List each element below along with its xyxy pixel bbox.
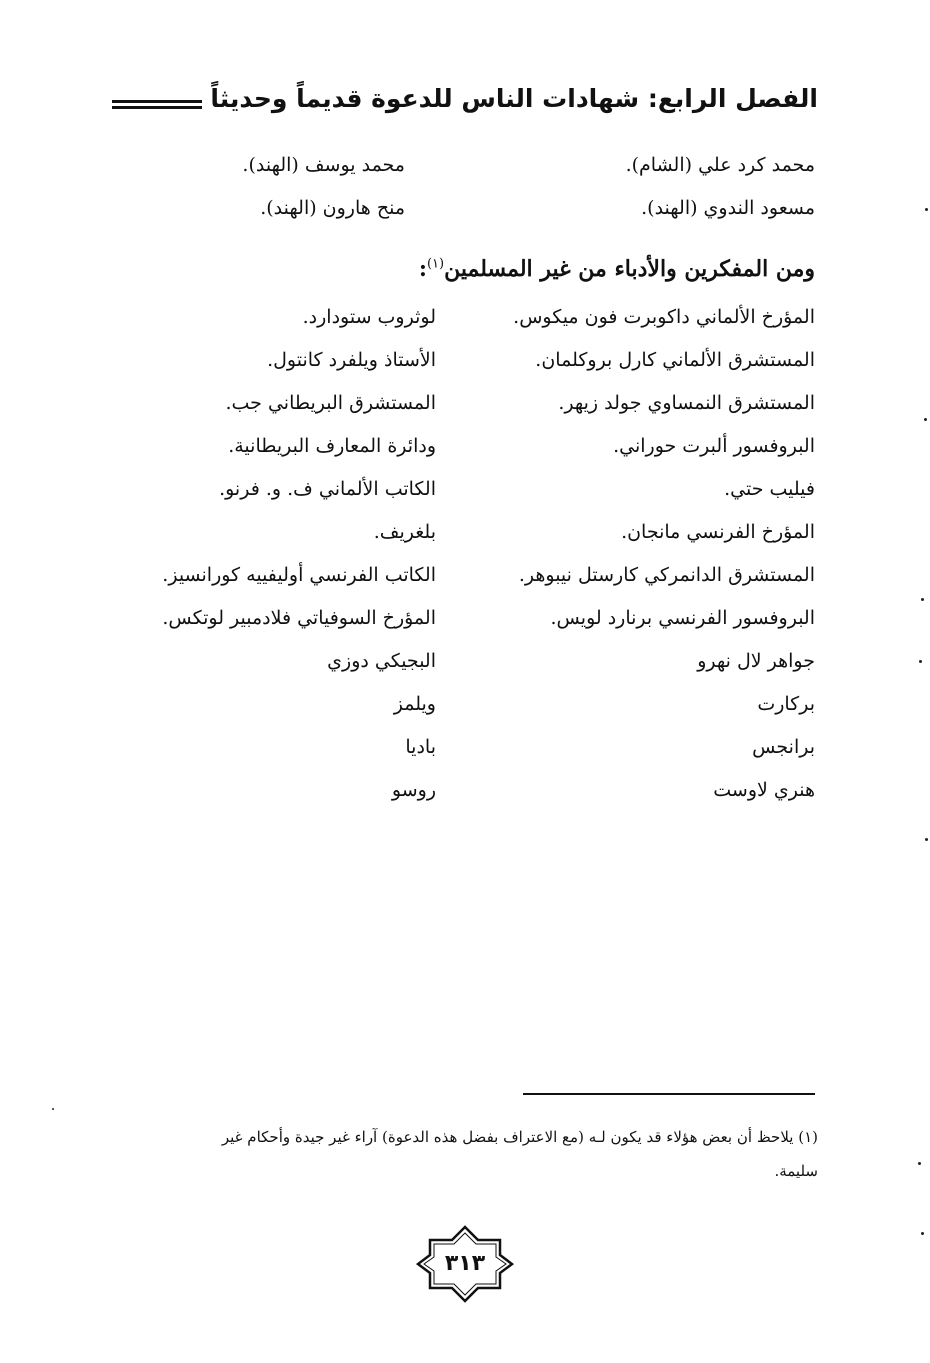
- name-right-10: بركارت: [757, 693, 815, 715]
- name-left-7: الكاتب الفرنسي أوليفييه كورانسيز.: [162, 564, 436, 586]
- footnote-rule: [523, 1093, 815, 1095]
- top-name-right-2: مسعود الندوي (الهند).: [641, 197, 815, 219]
- name-right-9: جواهر لال نهرو: [697, 650, 815, 672]
- footnote-ref: (١): [426, 256, 445, 272]
- name-left-8: المؤرخ السوفياتي فلادمبير لوتكس.: [162, 607, 436, 629]
- name-left-3: المستشرق البريطاني جب.: [225, 392, 436, 414]
- scan-speck: [924, 418, 927, 421]
- name-left-2: الأستاذ ويلفرد كانتول.: [267, 349, 436, 371]
- section-heading-text: ومن المفكرين والأدباء من غير المسلمين: [444, 256, 815, 282]
- name-right-6: المؤرخ الفرنسي مانجان.: [621, 521, 815, 543]
- top-name-left-1: محمد يوسف (الهند).: [242, 154, 405, 176]
- name-left-4: ودائرة المعارف البريطانية.: [228, 435, 436, 457]
- scan-speck: [925, 208, 928, 211]
- name-left-6: بلغريف.: [373, 521, 436, 543]
- scan-speck: [918, 1162, 921, 1165]
- name-left-12: روسو: [391, 779, 436, 801]
- name-right-12: هنري لاوست: [713, 779, 815, 801]
- footnote-line-2: سليمة.: [774, 1162, 818, 1180]
- page-number-ornament: [416, 1225, 514, 1303]
- name-right-4: البروفسور ألبرت حوراني.: [613, 435, 815, 457]
- name-left-1: لوثروب ستودارد.: [302, 306, 436, 328]
- name-left-5: الكاتب الألماني ف. و. فرنو.: [219, 478, 436, 500]
- top-name-left-2: منح هارون (الهند).: [260, 197, 405, 219]
- name-right-11: برانجس: [752, 736, 815, 758]
- scan-speck: [921, 598, 924, 601]
- name-right-5: فيليب حتي.: [724, 478, 815, 500]
- name-right-8: البروفسور الفرنسي برنارد لويس.: [550, 607, 815, 629]
- name-left-11: باديا: [405, 736, 436, 758]
- name-right-1: المؤرخ الألماني داكوبرت فون ميكوس.: [513, 306, 815, 328]
- section-colon: :: [418, 256, 427, 282]
- name-left-9: البجيكي دوزي: [327, 650, 436, 672]
- running-header: [112, 78, 818, 118]
- name-right-3: المستشرق النمساوي جولد زيهر.: [558, 392, 815, 414]
- page-number: ٣١٣: [444, 1251, 486, 1276]
- footnote-line-1: (١) يلاحظ أن بعض هؤلاء قد يكون لـه (مع الاعتراف بفضل هذه الدعوة) آراء غير جيدة وأحكام غير: [221, 1128, 818, 1146]
- header-rule: [112, 100, 202, 109]
- section-heading: [419, 256, 815, 282]
- scan-speck: [925, 838, 928, 841]
- name-right-2: المستشرق الألماني كارل بروكلمان.: [535, 349, 815, 371]
- name-left-10: ويلمز: [393, 693, 436, 715]
- chapter-title: الفصل الرابع: شهادات الناس للدعوة قديماً وحديثاً: [210, 83, 818, 113]
- scan-speck: [52, 1108, 54, 1110]
- top-name-right-1: محمد كرد علي (الشام).: [625, 154, 815, 176]
- footnote: [108, 1120, 818, 1188]
- scan-speck: [921, 1232, 924, 1235]
- name-right-7: المستشرق الدانمركي كارستل نيبوهر.: [518, 564, 815, 586]
- scan-speck: [919, 660, 922, 663]
